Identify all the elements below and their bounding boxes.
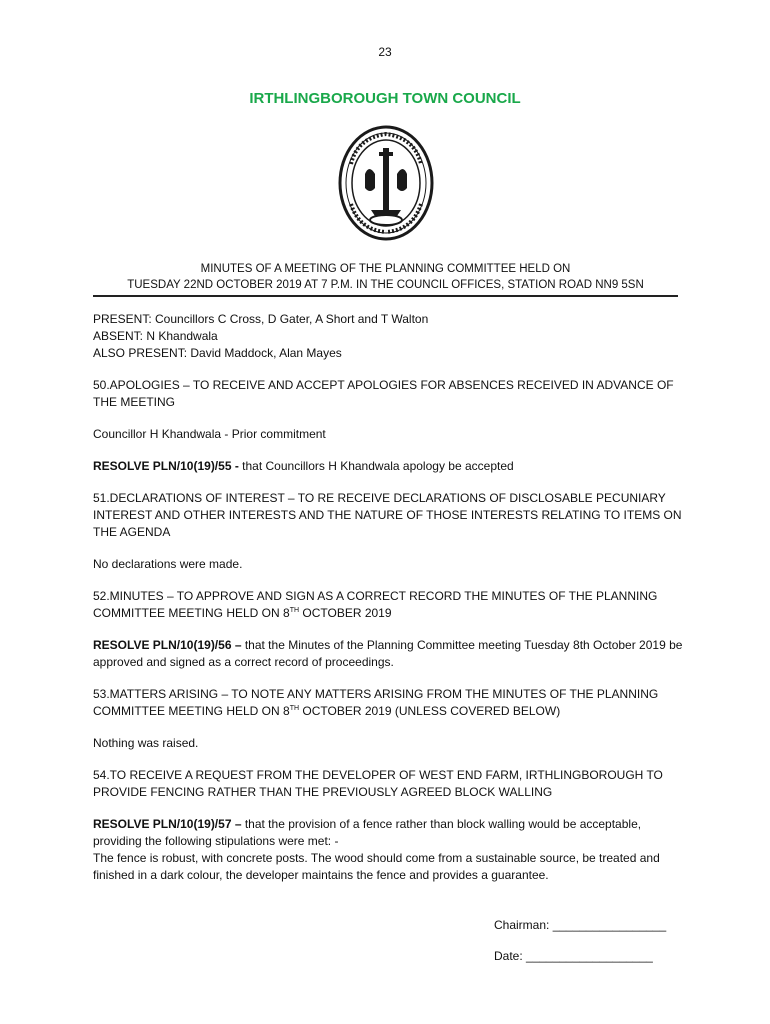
item-52-heading-line1: 52.MINUTES – TO APPROVE AND SIGN AS A CORRECT RECORD THE MINUTES OF THE PLANNING <box>93 589 658 603</box>
item-53-heading-line2-post: OCTOBER 2019 (UNLESS COVERED BELOW) <box>299 704 561 718</box>
council-seal-icon <box>337 124 435 242</box>
present-line: PRESENT: Councillors C Cross, D Gater, A Short and T Walton <box>93 312 429 326</box>
resolution-ref: RESOLVE PLN/10(19)/56 – <box>93 638 242 652</box>
item-51-body: No declarations were made. <box>93 557 243 571</box>
resolution-text: that the Minutes of the Planning Committee meeting Tuesday 8th October 2019 be approved and signed as a correct record of proceedings. <box>93 638 683 669</box>
attendance-section <box>93 311 683 362</box>
absent-line: ABSENT: N Khandwala <box>93 329 218 343</box>
date-signature-line: Date: ___________________ <box>494 949 653 963</box>
item-52-ordinal-suffix: TH <box>289 607 300 614</box>
item-53-heading <box>93 686 683 720</box>
minutes-body <box>93 311 683 899</box>
resolution-text: that the provision of a fence rather than block walling would be acceptable, providing the following stipulations were met: - <box>93 817 642 848</box>
chairman-signature-line: Chairman: _________________ <box>494 918 667 932</box>
meeting-heading-line1: MINUTES OF A MEETING OF THE PLANNING COMMITTEE HELD ON <box>200 263 571 275</box>
page-number: 23 <box>378 45 392 59</box>
also-present-line: ALSO PRESENT: David Maddock, Alan Mayes <box>93 346 342 360</box>
resolution-text: that Councillors H Khandwala apology be accepted <box>238 459 514 473</box>
item-51-heading: 51.DECLARATIONS OF INTEREST – TO RE RECEIVE DECLARATIONS OF DISCLOSABLE PECUNIARY INTEREST AND OTHER INTERESTS AND THE NATURE OF THOSE INTERESTS RELATING TO ITEMS ON THE AGENDA <box>93 491 682 539</box>
item-50-heading: 50.APOLOGIES – TO RECEIVE AND ACCEPT APOLOGIES FOR ABSENCES RECEIVED IN ADVANCE OF THE MEETING <box>93 378 674 409</box>
item-52-heading-line2-post: OCTOBER 2019 <box>299 606 392 620</box>
council-title: IRTHLINGBOROUGH TOWN COUNCIL <box>249 90 521 107</box>
item-52-resolution <box>93 637 683 671</box>
item-52-heading-line2-pre: COMMITTEE MEETING HELD ON 8 <box>93 606 290 620</box>
item-53-heading-line1: 53.MATTERS ARISING – TO NOTE ANY MATTERS ARISING FROM THE MINUTES OF THE PLANNING <box>93 687 659 701</box>
item-50-resolution <box>93 458 683 475</box>
meeting-heading-line2: TUESDAY 22ND OCTOBER 2019 AT 7 P.M. IN THE COUNCIL OFFICES, STATION ROAD NN9 5SN <box>127 279 644 291</box>
item-53-heading-line2-pre: COMMITTEE MEETING HELD ON 8 <box>93 704 290 718</box>
meeting-heading <box>93 261 678 297</box>
item-53-body: Nothing was raised. <box>93 736 199 750</box>
resolution-ref: RESOLVE PLN/10(19)/57 – <box>93 817 242 831</box>
item-54-resolution <box>93 816 683 884</box>
item-54-heading: 54.TO RECEIVE A REQUEST FROM THE DEVELOPER OF WEST END FARM, IRTHLINGBOROUGH TO PROVIDE FENCING RATHER THAN THE PREVIOUSLY AGREED BLOCK WALLING <box>93 768 663 799</box>
resolution-ref: RESOLVE PLN/10(19)/55 - <box>93 459 239 473</box>
item-52-heading <box>93 588 683 622</box>
item-53-ordinal-suffix: TH <box>289 705 300 712</box>
item-50-body: Councillor H Khandwala - Prior commitment <box>93 427 326 441</box>
item-54-stipulations: The fence is robust, with concrete posts. The wood should come from a sustainable source, be treated and finished in a dark colour, the developer maintains the fence and provides a guarantee. <box>93 851 660 882</box>
